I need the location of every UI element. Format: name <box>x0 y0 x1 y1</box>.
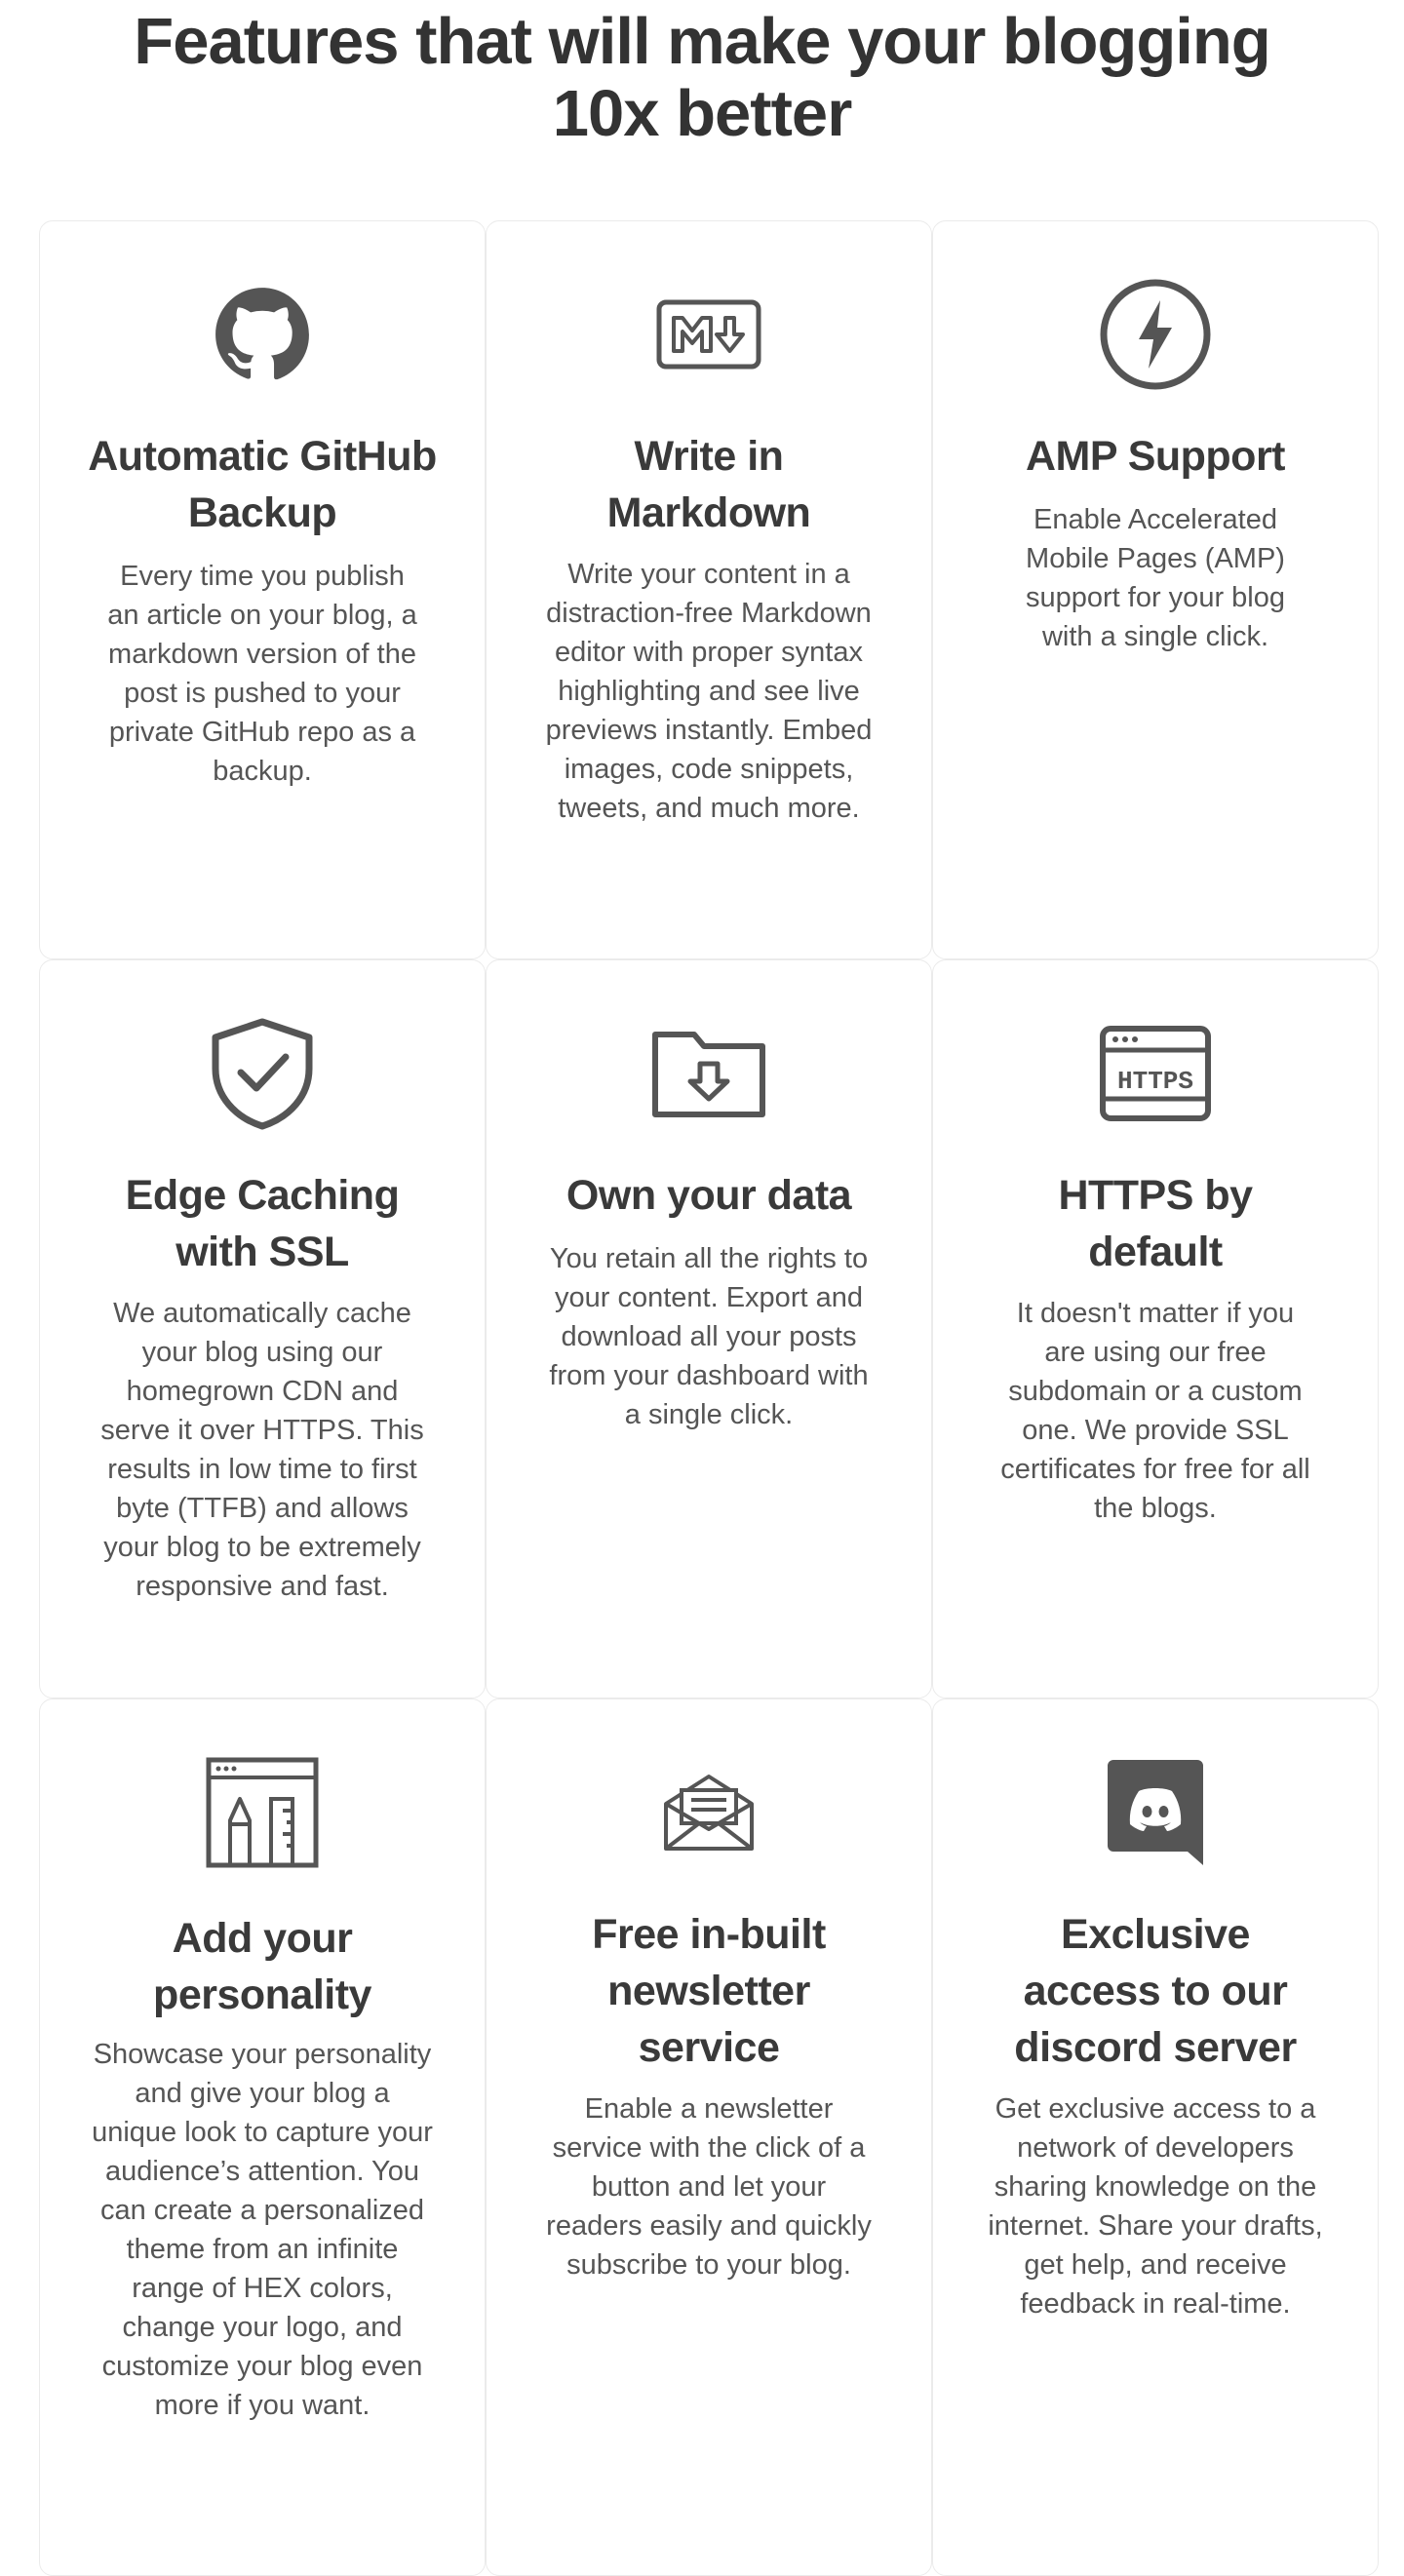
feature-title: Exclusive access to our discord server <box>1014 1911 1297 2071</box>
shield-check-icon <box>40 1015 485 1132</box>
design-tools-icon <box>40 1754 485 1871</box>
feature-card-amp <box>932 220 1379 959</box>
feature-description: Showcase your personality and give your blog a unique look to capture your audience’s attention. You can create a personalized theme from an infinite range of HEX colors, change your logo, and customize your blog even more if you want. <box>92 2039 433 2421</box>
feature-title: Add your personality <box>153 1915 371 2018</box>
feature-card-github-backup <box>39 220 486 959</box>
newsletter-envelope-icon <box>487 1754 931 1871</box>
feature-card-https <box>932 959 1379 1698</box>
feature-title: Write in Markdown <box>606 433 811 536</box>
feature-card-personality <box>39 1698 486 2576</box>
page-title: Features that will make your blogging 10x better <box>134 5 1270 150</box>
feature-card-edge-caching <box>39 959 486 1698</box>
feature-card-markdown <box>486 220 932 959</box>
lightning-icon <box>933 276 1378 393</box>
feature-title: HTTPS by default <box>1058 1172 1253 1275</box>
https-window-icon <box>933 1015 1378 1132</box>
feature-description: It doesn't matter if you are using our free subdomain or a custom one. We provide SSL certificates for free for all the blogs. <box>1000 1298 1310 1524</box>
feature-description: Get exclusive access to a network of developers sharing knowledge on the internet. Share your drafts, get help, and receive feedback in real-time. <box>988 2093 1323 2320</box>
feature-card-newsletter <box>486 1698 932 2576</box>
feature-description: Every time you publish an article on your blog, a markdown version of the post is pushed to your private GitHub repo as a backup. <box>107 561 417 787</box>
feature-description: Enable a newsletter service with the click of a button and let your readers easily and quickly subscribe to your blog. <box>546 2093 872 2281</box>
feature-card-discord <box>932 1698 1379 2576</box>
feature-title: Automatic GitHub Backup <box>88 433 437 536</box>
folder-download-icon <box>487 1015 931 1132</box>
feature-title: Free in-built newsletter service <box>592 1911 826 2071</box>
discord-icon <box>933 1754 1378 1871</box>
feature-description: Write your content in a distraction-free Markdown editor with proper syntax highlighting and see live previews instantly. Embed images, code snippets, tweets, and much more. <box>545 559 873 824</box>
feature-title: Own your data <box>566 1172 852 1219</box>
feature-title: AMP Support <box>1025 433 1286 480</box>
feature-description: You retain all the rights to your content. Export and download all your posts from your dashboard with a single click. <box>549 1243 869 1430</box>
feature-description: Enable Accelerated Mobile Pages (AMP) support for your blog with a single click. <box>1026 504 1285 652</box>
markdown-icon <box>487 276 931 393</box>
feature-card-own-data <box>486 959 932 1698</box>
https-icon-label: HTTPS <box>1116 1067 1194 1096</box>
feature-title: Edge Caching with SSL <box>125 1172 400 1275</box>
github-icon <box>40 276 485 393</box>
feature-description: We automatically cache your blog using our homegrown CDN and serve it over HTTPS. This results in low time to first byte (TTFB) and allows your blog to be extremely responsive and fast. <box>100 1298 424 1602</box>
